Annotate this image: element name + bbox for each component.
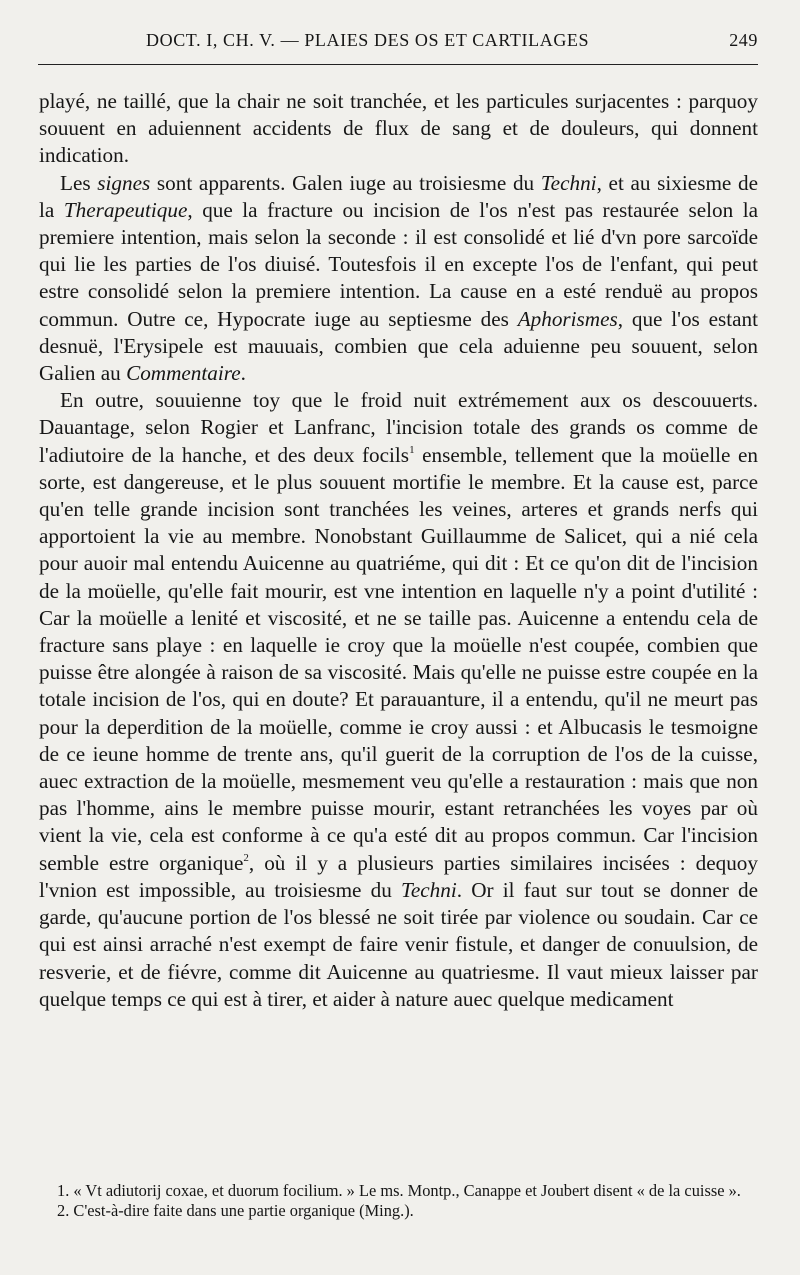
italic-title: Techni (540, 170, 597, 195)
text-run: , que la fracture ou incision de l'os n'est pas restaurée selon la premiere intention, mais selon la seconde : il est consolidé et lié d'vn pore sarcoïde qui lie les parties de l'os diuisé. Toutesfois il en excepte l'os de l'enfant, qui peut estre consolidé selon la premiere intention. La cause en a esté renduë au propos commun. Outre ce, Hypocrate iuge au septiesme des (39, 197, 759, 331)
paragraph (39, 387, 758, 1013)
text-run: , et au sixiesme de la (39, 170, 759, 222)
footnote-ref: 2 (243, 851, 249, 864)
footnote-1: 1. « Vt adiutorij coxae, et duorum focilium. » Le ms. Montp., Canappe et Joubert disent « de la cuisse ». (57, 1181, 741, 1200)
text-run: sont apparents. Galen iuge au troisiesme du (150, 170, 541, 195)
footnotes (39, 1181, 762, 1221)
text-run: , que l'os estant desnuë, l'Erysipele est mauuais, combien que cela aduienne peu souuent, selon Galien au (39, 306, 758, 386)
page-number: 249 (729, 30, 758, 50)
header-rule (38, 64, 758, 65)
running-title: DOCT. I, CH. V. — PLAIES DES OS ET CARTILAGES (146, 30, 590, 50)
text-run: ensemble, tellement que la moüelle en sorte, est dangereuse, et le plus souuent mortifie le membre. Et la cause est, parce qu'en telle grande incision sont tranchées les veines, arteres et grands nerfs qui apportoient la vie au membre. Nonobstant Guillaumme de Salicet, qui a nié cela pour auoir mal entendu Auicenne au quatriéme, qui dit : Et ce qu'on dit de l'incision de la moüelle, qu'elle fait mourir, est vne intention en laquelle n'y a point d'utilité : Car la moüelle a lenité et viscosité, et ne se taille pas. Auicenne a entendu cela de fracture sans playe : en laquelle ie croy que la moüelle n'est coupée, combien que puisse être alongée à raison de sa viscosité. Mais qu'elle ne puisse estre coupée en la totale incision de l'os, qui en doute? Et parauanture, il a entendu, qu'il ne meurt pas pour la deperdition de la moüelle, comme ie croy aussi : et Albucasis le tesmoigne de ce ieune homme de trente ans, qu'il guerit de la corruption de l'os de la cuisse, auec extraction de la moüelle, mesmement veu qu'elle a restauration : mais que non pas l'homme, ains le membre puisse mourir, estant retranchées les voyes par où vient la vie, cela est conforme à ce qu'a esté dit au propos commun. Car l'incision semble estre organique (39, 442, 758, 875)
italic-title: Therapeutique (63, 197, 188, 222)
text-run: , où il y a plusieurs parties similaires incisées : dequoy l'vnion est impossible, au troisiesme du (39, 850, 758, 902)
italic-title: signes (97, 170, 151, 195)
text-run: playé, ne taillé, que la chair ne soit tranchée, et les particules surjacentes : parquoy souuent en aduiennent accidents de flux de sang et de douleurs, qui donnent indication. (39, 89, 758, 168)
italic-title: Commentaire (126, 361, 241, 386)
italic-title: Techni (401, 877, 457, 902)
running-header (38, 30, 758, 56)
footnote-ref: 1 (409, 443, 415, 456)
text-run: Les (60, 170, 98, 195)
paragraph (39, 88, 758, 170)
footnote-2: 2. C'est-à-dire faite dans une partie organique (Ming.). (57, 1201, 414, 1220)
body-text (39, 88, 758, 1013)
paragraph (39, 170, 758, 388)
text-run: . Or il faut sur tout se donner de garde, qu'aucune portion de l'os blessé ne soit tirée par violence ou soudain. Car ce qui est ainsi arraché n'est exempt de faire venir fistule, et danger de conuulsion, de resverie, et de fiévre, comme dit Auicenne au quatriesme. Il vaut mieux laisser par quelque temps ce qui est à tirer, et aider à nature auec quelque medicament (39, 877, 758, 1011)
text-run: En outre, souuienne toy que le froid nuit extrémement aux os descouuerts. Dauantage, selon Rogier et Lanfranc, l'incision totale des grands os comme de l'adiutoire de la hanche, et des deux focils (39, 388, 758, 467)
text-run: . (240, 361, 246, 386)
italic-title: Aphorismes (517, 306, 618, 331)
